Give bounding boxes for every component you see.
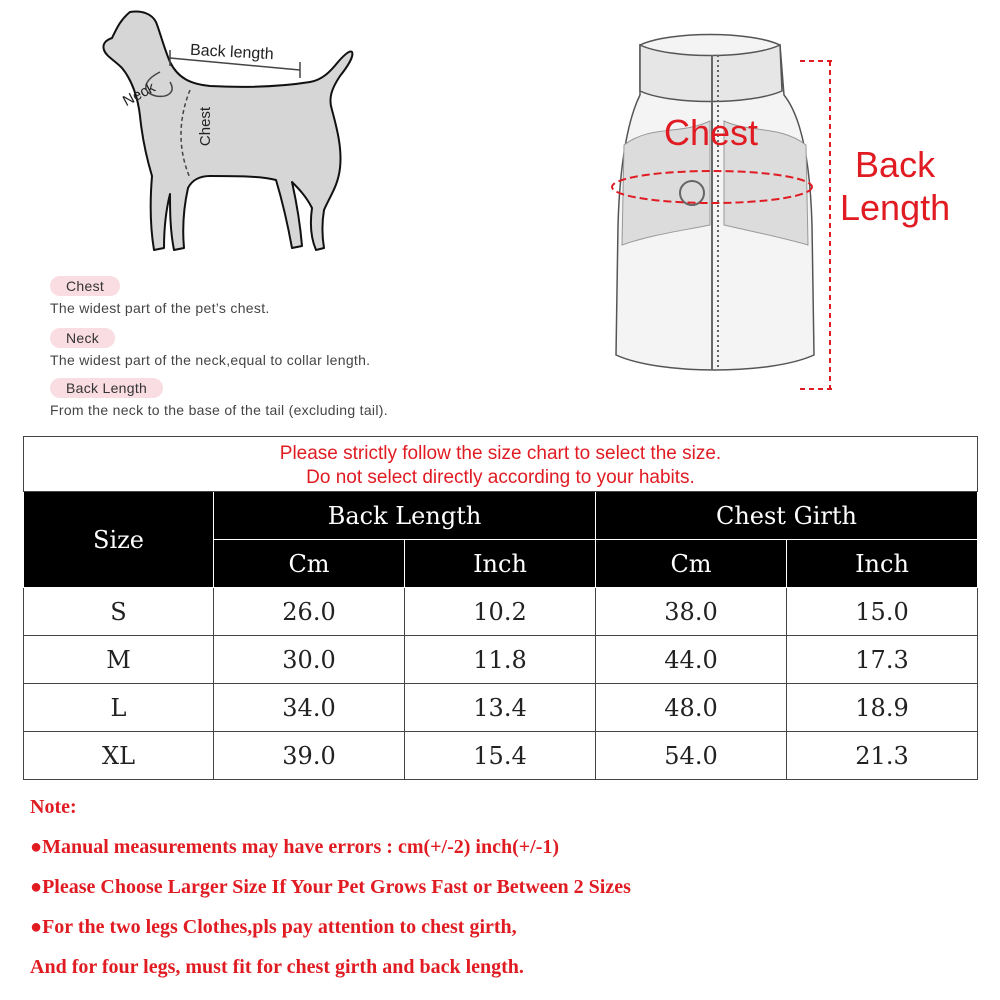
warning-cell (24, 437, 978, 492)
header-chest-girth: Chest Girth (596, 492, 978, 540)
warning-row (24, 437, 978, 492)
cell-size: M (24, 636, 214, 684)
cell-back-inch: 15.4 (405, 732, 596, 780)
vest-label-chest: Chest (664, 112, 759, 153)
definition-text: From the neck to the base of the tail (excluding tail). (50, 402, 388, 418)
size-chart-table (23, 436, 978, 780)
cell-size: L (24, 684, 214, 732)
dog-label-back-length: Back length (189, 41, 275, 64)
definition-neck (50, 328, 370, 368)
definition-tag: Chest (50, 276, 120, 296)
cell-back-cm: 34.0 (214, 684, 405, 732)
definition-chest (50, 276, 270, 316)
header-chest-inch: Inch (787, 540, 978, 588)
notes-section (30, 794, 631, 994)
header-chest-cm: Cm (596, 540, 787, 588)
cell-back-inch: 13.4 (405, 684, 596, 732)
cell-chest-cm: 44.0 (596, 636, 787, 684)
cell-back-cm: 30.0 (214, 636, 405, 684)
cell-back-cm: 26.0 (214, 588, 405, 636)
cell-chest-cm: 38.0 (596, 588, 787, 636)
table-row (24, 588, 978, 636)
header-back-inch: Inch (405, 540, 596, 588)
header-size: Size (24, 492, 214, 588)
cell-size: XL (24, 732, 214, 780)
header-row-top (24, 492, 978, 540)
cell-chest-inch: 18.9 (787, 684, 978, 732)
note-line-4: And for four legs, must fit for chest girth and back length. (30, 956, 524, 978)
dog-label-chest: Chest (197, 106, 215, 147)
table-row (24, 684, 978, 732)
cell-back-inch: 10.2 (405, 588, 596, 636)
table-row (24, 636, 978, 684)
cell-chest-cm: 48.0 (596, 684, 787, 732)
vest-label-back-line1: Back (855, 144, 936, 185)
note-line-1: ●Manual measurements may have errors : cm(+/-2) inch(+/-1) (30, 836, 560, 858)
warning-line2: Do not select directly according to your habits. (306, 466, 695, 488)
cell-chest-inch: 15.0 (787, 588, 978, 636)
cell-chest-inch: 21.3 (787, 732, 978, 780)
header-back-length: Back Length (214, 492, 596, 540)
vest-label-back-length (840, 143, 950, 229)
definition-tag: Neck (50, 328, 115, 348)
definition-back-length (50, 378, 388, 418)
dog-illustration (60, 0, 380, 270)
cell-chest-cm: 54.0 (596, 732, 787, 780)
vest-illustration (600, 25, 860, 405)
notes-title: Note: (30, 796, 77, 818)
note-line-2: ●Please Choose Larger Size If Your Pet Grows Fast or Between 2 Sizes (30, 876, 631, 898)
warning-line1: Please strictly follow the size chart to select the size. (279, 442, 722, 464)
cell-size: S (24, 588, 214, 636)
definition-text: The widest part of the neck,equal to collar length. (50, 352, 371, 368)
header-back-cm: Cm (214, 540, 405, 588)
vest-label-back-line2: Length (840, 187, 951, 228)
dog-label-neck: Neck (120, 78, 159, 111)
table-row (24, 732, 978, 780)
cell-back-inch: 11.8 (405, 636, 596, 684)
definition-text: The widest part of the pet’s chest. (50, 300, 270, 316)
definition-tag: Back Length (50, 378, 163, 398)
cell-back-cm: 39.0 (214, 732, 405, 780)
cell-chest-inch: 17.3 (787, 636, 978, 684)
note-line-3: ●For the two legs Clothes,pls pay attention to chest girth, (30, 916, 517, 938)
